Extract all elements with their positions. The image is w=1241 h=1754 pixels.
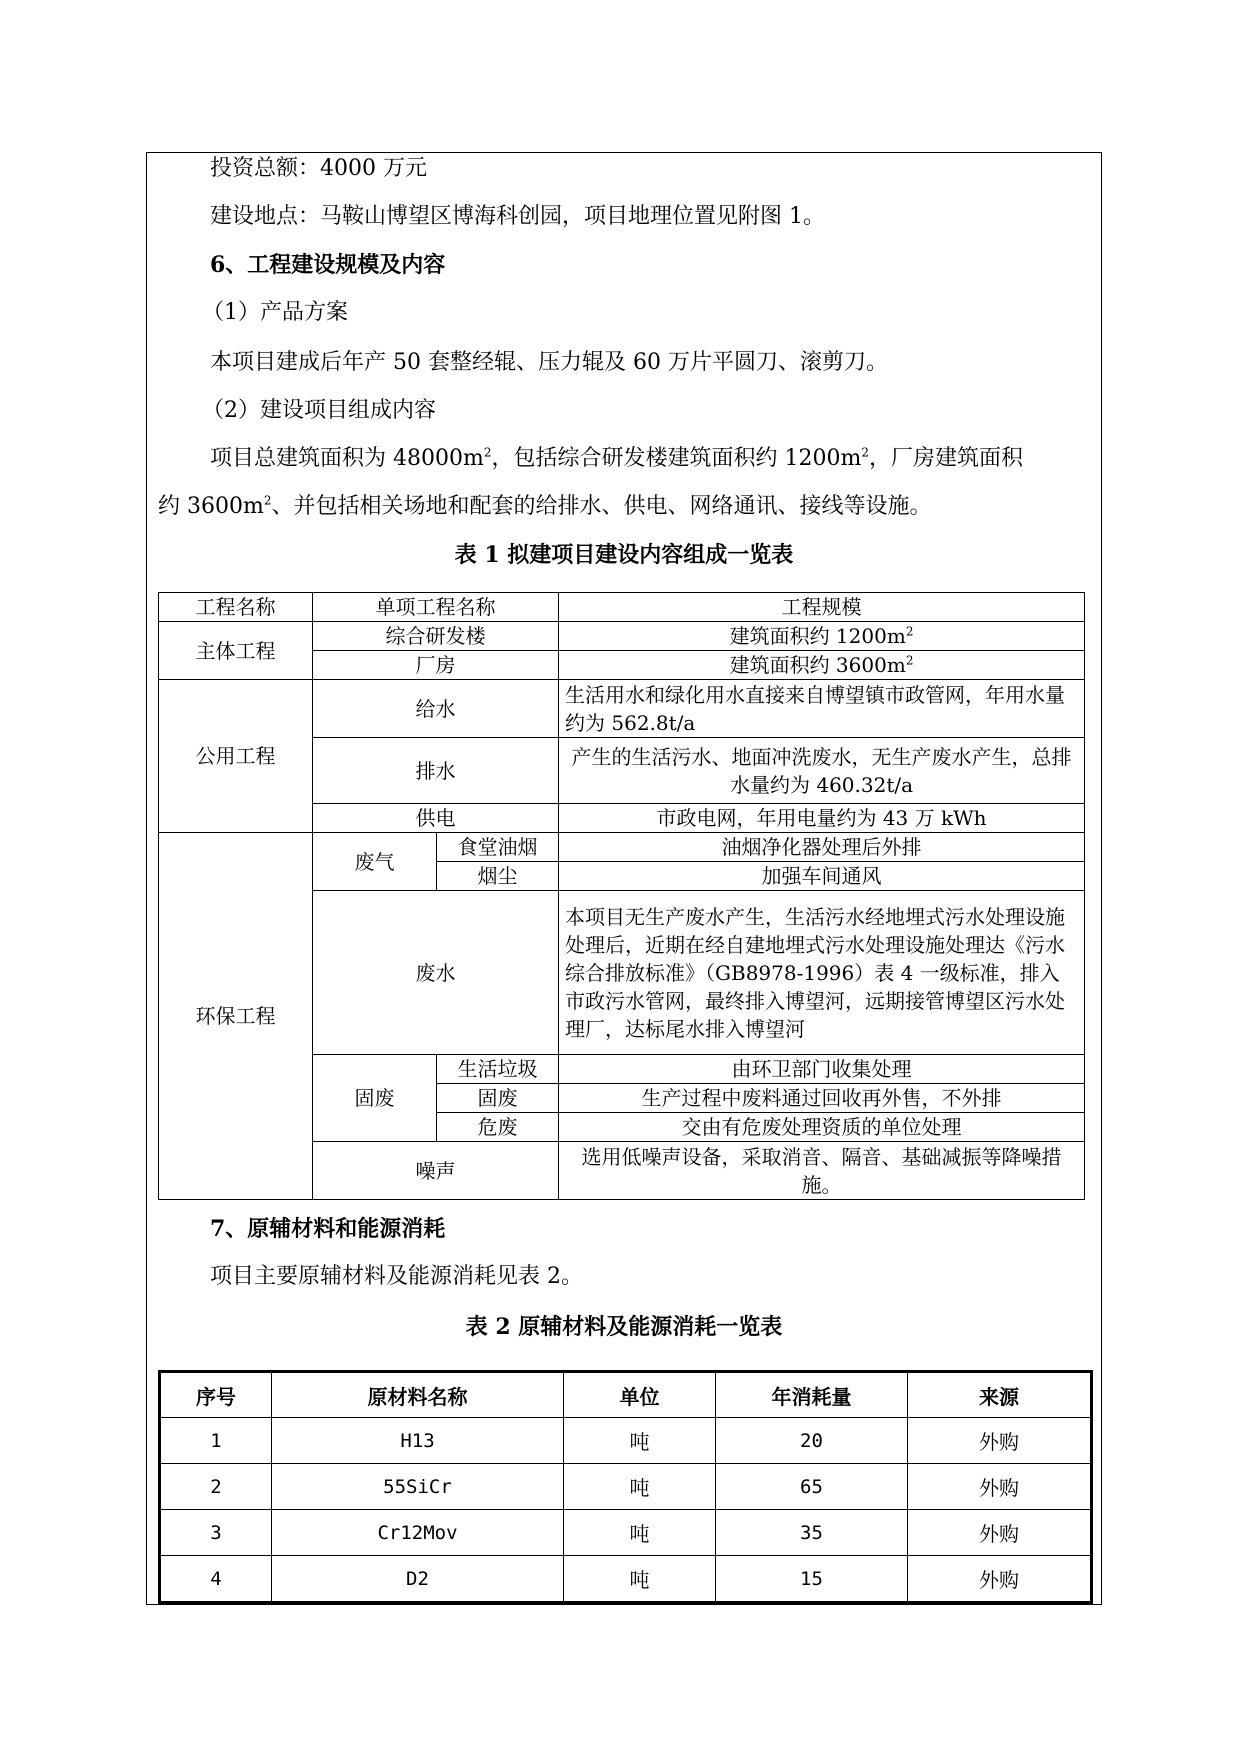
table-row [159,833,1085,862]
location-text: 建设地点：马鞍山博望区博海科创园，项目地理位置见附图 1。 [210,204,825,229]
table-cell: 1 [160,1418,272,1464]
table2-caption: 表 2 原辅材料及能源消耗一览表 [465,1314,783,1340]
table-header: 原材料名称 [272,1372,564,1418]
area-text-part: ，厂房建筑面积 [868,446,1023,471]
table-header: 单项工程名称 [313,593,559,622]
table-cell: 吨 [564,1464,716,1510]
item-cell: 综合研发楼 [313,622,559,651]
item-cell: 厂房 [313,651,559,680]
table-cell: 外购 [908,1464,1092,1510]
scale-text: 建筑面积约 1200m [729,624,906,648]
scale-cell: 本项目无生产废水产生，生活污水经地埋式污水处理设施处理后，近期在经自建地埋式污水处理设施处理达《污水综合排放标准》（GB8978-1996）表 4 一级标准，排入市政污水管网，最终排入博望河，远期接管博望区污水处理厂，达标尾水排入博望河 [559,891,1085,1055]
scale-cell: 交由有危废处理资质的单位处理 [559,1113,1085,1142]
scale-cell: 生产过程中废料通过回收再外售，不外排 [559,1084,1085,1113]
table-cell: 15 [716,1556,908,1603]
scale-cell: 由环卫部门收集处理 [559,1055,1085,1084]
table-row [159,622,1085,651]
table-header: 来源 [908,1372,1092,1418]
category-cell: 环保工程 [159,833,313,1200]
item-cell: 噪声 [313,1142,559,1200]
table-cell: Cr12Mov [272,1510,564,1556]
table-cell: 3 [160,1510,272,1556]
table-cell: 35 [716,1510,908,1556]
table-cell: 外购 [908,1510,1092,1556]
table-header: 年消耗量 [716,1372,908,1418]
table-cell: 外购 [908,1556,1092,1603]
table-cell: 2 [160,1464,272,1510]
item-cell: 废水 [313,891,559,1055]
item-cell: 固废 [313,1055,437,1142]
superscript: 2 [905,653,914,668]
table-header: 工程规模 [559,593,1085,622]
scale-cell [559,651,1085,680]
sub-item-cell: 食堂油烟 [437,833,559,862]
item-cell: 供电 [313,804,559,833]
superscript: 2 [905,624,914,639]
sub-item-cell: 生活垃圾 [437,1055,559,1084]
section-6-heading: 6、工程建设规模及内容 [210,252,446,278]
superscript: 2 [861,445,869,460]
sub-item-cell: 烟尘 [437,862,559,891]
scale-cell: 生活用水和绿化用水直接来自博望镇市政管网，年用水量约为 562.8t/a [559,680,1085,738]
scale-cell: 油烟净化器处理后外排 [559,833,1085,862]
subsection-composition: （2）建设项目组成内容 [202,398,436,423]
scale-cell: 产生的生活污水、地面冲洗废水，无生产废水产生，总排水量约为 460.32t/a [559,738,1085,804]
table-header: 工程名称 [159,593,313,622]
item-cell: 排水 [313,738,559,804]
sub-item-cell: 固废 [437,1084,559,1113]
superscript: 2 [483,445,492,460]
table-header: 单位 [564,1372,716,1418]
scale-cell: 市政电网，年用电量约为 43 万 kWh [559,804,1085,833]
table-row [160,1556,1092,1603]
table-header: 序号 [160,1372,272,1418]
area-text-part: 、并包括相关场地和配套的给排水、供电、网络通讯、接线等设施。 [271,494,932,519]
table-cell: 吨 [564,1418,716,1464]
table-row [159,593,1085,622]
item-cell: 给水 [313,680,559,738]
table-row [160,1418,1092,1464]
table1-caption: 表 1 拟建项目建设内容组成一览表 [454,542,794,568]
sub-item-cell: 危废 [437,1113,559,1142]
item-cell: 废气 [313,833,437,891]
table-cell: H13 [272,1418,564,1464]
table-cell: 20 [716,1418,908,1464]
table-cell: 4 [160,1556,272,1603]
category-cell: 公用工程 [159,680,313,833]
table-cell: 吨 [564,1556,716,1603]
table-cell: 65 [716,1464,908,1510]
materials-table [158,1370,1093,1604]
table-cell: D2 [272,1556,564,1603]
subsection-product-plan: （1）产品方案 [202,300,348,325]
table-cell: 55SiCr [272,1464,564,1510]
section-7-heading: 7、原辅材料和能源消耗 [210,1216,446,1242]
scale-cell: 加强车间通风 [559,862,1085,891]
category-cell: 主体工程 [159,622,313,680]
table-header-row [160,1372,1092,1418]
investment-text: 投资总额：4000 万元 [210,156,427,181]
construction-content-table [158,592,1085,1200]
table-row [160,1464,1092,1510]
materials-intro-text: 项目主要原辅材料及能源消耗见表 2。 [210,1264,583,1289]
area-text-part: 约 3600m [158,494,264,519]
table-cell: 吨 [564,1510,716,1556]
table-cell: 外购 [908,1418,1092,1464]
superscript: 2 [263,493,272,508]
scale-cell: 选用低噪声设备，采取消音、隔音、基础减振等降噪措施。 [559,1142,1085,1200]
area-text-line2 [158,493,932,519]
area-text-line1 [210,445,1023,471]
product-text: 本项目建成后年产 50 套整经辊、压力辊及 60 万片平圆刀、滚剪刀。 [210,350,888,375]
area-text-part: 项目总建筑面积为 48000m [210,446,484,471]
scale-text: 建筑面积约 3600m [729,653,906,677]
area-text-part: ，包括综合研发楼建筑面积约 1200m [491,446,862,471]
table-row [159,680,1085,738]
scale-cell [559,622,1085,651]
table-row [160,1510,1092,1556]
